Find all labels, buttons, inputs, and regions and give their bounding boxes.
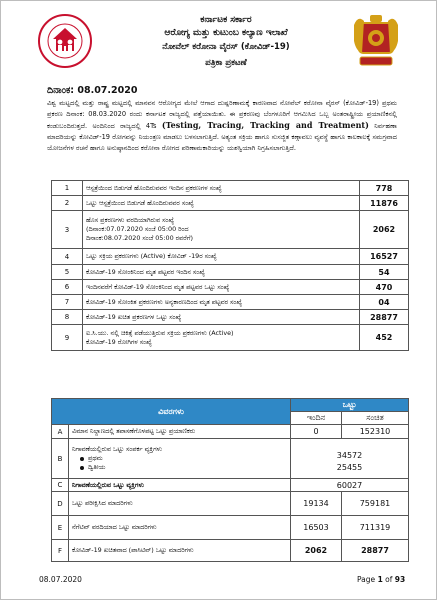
row-label-text: ನಿಗಾವಣೆಯಲ್ಲಿರುವ ಒಟ್ಟು ಸಂಪರ್ಕ ವ್ಯಕ್ತಿಗಳು	[72, 445, 163, 453]
row-value: 470	[360, 280, 409, 295]
row-letter: A	[52, 425, 69, 439]
total-pages: 93	[394, 575, 406, 584]
row-cumulative: 60027	[291, 479, 409, 492]
table-row	[52, 325, 409, 351]
row-letter: D	[52, 492, 69, 516]
row-number: 5	[52, 265, 83, 280]
total-header: ಒಟ್ಟು	[291, 399, 409, 412]
row-letter: F	[52, 540, 69, 562]
paragraph-text: ನಿರ್ವಹಣಾ ಮಾದರಿಯನ್ನು ಕೋವಿಡ್-19 ರೋಗವನ್ನು ನಿಯಂತ್ರಣ ಮಾಡಲು ಬಳಸಲಾಗುತ್ತಿದೆ. ಅತ್ಯಂತ ಸಕ್ರಿಯ ಹಾಗೂ ಸುಸಜ್ಜಿತ ಕಣ್ಗಾವಲು ವ್ಯವಸ್ಥೆ ಹಾಗೂ ಕಾಲಕಾಲಕ್ಕೆ ಸಮಗ್ರವಾದ ಯೋಜನೆಗಳ ರಚನೆ ಹಾಗೂ ಅನುಷ್ಠಾನದಿಂದ ಕರೋನಾ ರೋಗದ ಪರಿಣಾಮಕಾರಿಯನ್ನು ಯಶಸ್ವಿಯಾಗಿ ನಿಗ್ರಹಿಸಲಾಗುತ್ತಿದೆ.	[47, 122, 397, 152]
row-today: 0	[291, 425, 342, 439]
paragraph-4ts: (Testing, Tracing, Tracking and Treatment)	[161, 120, 369, 130]
row-label: ಕೋವಿಡ್-19 ಖಚಿತವಾದ (ಪಾಸಿಟಿವ್) ಒಟ್ಟು ಮಾದರಿಗಳು	[69, 540, 291, 562]
row-label-line: (ದಿನಾಂಕ:07.07.2020 ಸಂಜೆ 05:00 ರಿಂದ	[86, 225, 189, 233]
row-number: 4	[52, 249, 83, 265]
list-item-label: ಪ್ರಥಮ	[88, 454, 103, 462]
row-number: 2	[52, 196, 83, 211]
row-value: 2062	[360, 211, 409, 249]
table-header-row	[52, 399, 409, 412]
row-number: 3	[52, 211, 83, 249]
list-item	[72, 454, 287, 463]
row-label: ನೆಗೆಟಿವ್ ವರದಿಯಾದ ಒಟ್ಟು ಮಾದರಿಗಳು	[69, 516, 291, 540]
daily-summary-table	[51, 180, 409, 351]
row-label: ಆಸ್ಪತ್ರೆಯಿಂದ ಬಿಡುಗಡೆ ಹೊಂದಿರುವವರ ಇಂದಿನ ಪ್ರಕರಣಗಳ ಸಂಖ್ಯೆ	[83, 181, 360, 196]
row-label	[83, 211, 360, 249]
row-label	[69, 439, 291, 479]
row-label-line: ಹೊಸ ಪ್ರಕರಣಗಳು ವರದಿಯಾಗಿರುವ ಸಂಖ್ಯೆ	[86, 216, 175, 224]
row-label: ಒಟ್ಟು ಆಸ್ಪತ್ರೆಯಿಂದ ಬಿಡುಗಡೆ ಹೊಂದಿರುವವರ ಸಂಖ್ಯೆ	[83, 196, 360, 211]
table-row	[52, 280, 409, 295]
current-page: 1	[377, 575, 383, 584]
page-number	[357, 575, 405, 584]
row-label: ವಿಮಾನ ನಿಲ್ದಾಣದಲ್ಲಿ ತಪಾಸಣೆಗೊಳಪಟ್ಟ ಒಟ್ಟು ಪ್ರಯಾಣಿಕರು	[69, 425, 291, 439]
page-word: Page	[357, 575, 376, 584]
row-letter: C	[52, 479, 69, 492]
table-row	[52, 492, 409, 516]
header-government: ಕರ್ನಾಟಕ ಸರ್ಕಾರ	[200, 15, 252, 25]
row-label-line: ದಿನಾಂಕ:08.07.2020 ಸಂಜೆ 05:00 ರವರೆಗೆ)	[86, 234, 193, 242]
row-number: 7	[52, 295, 83, 310]
row-value: 778	[360, 181, 409, 196]
row-cumulative: 711319	[342, 516, 409, 540]
row-value: 54	[360, 265, 409, 280]
list-item	[72, 463, 287, 472]
row-cumulative: 28877	[342, 540, 409, 562]
row-label	[83, 325, 360, 351]
row-value: 28877	[360, 310, 409, 325]
row-cumulative: 759181	[342, 492, 409, 516]
row-today: 19134	[291, 492, 342, 516]
surveillance-table	[51, 398, 409, 562]
row-value: 04	[360, 295, 409, 310]
row-number: 8	[52, 310, 83, 325]
row-value: 16527	[360, 249, 409, 265]
row-label: ಕೋವಿಡ್-19 ಖಚಿತ ಪ್ರಕರಣಗಳ ಒಟ್ಟು ಸಂಖ್ಯೆ	[83, 310, 360, 325]
paragraph-text: ವಿಶ್ವ ಮಟ್ಟದಲ್ಲಿ ಮತ್ತು ರಾಷ್ಟ್ರ ಮಟ್ಟದಲ್ಲಿ ಮಾನವನ ಆರೋಗ್ಯದ ಮೇಲೆ ಆಗಾದ ದುಷ್ಪರಿಣಾಮಕ್ಕೆ ಕಾರಣವಾದ ನೋವೆಲ್ ಕರೋನಾ ವೈರಸ್ (ಕೋವಿಡ್-19) ಪ್ರಥಮ ಪ್ರಕರಣ ದಿನಾಂಕ: 08.03.2020 ರಂದು ಕರ್ನಾಟಕ ರಾಜ್ಯದಲ್ಲಿ ಪತ್ತೆಯಾಯಿತು. ಈ ಪ್ರಕರಣವು ಬೆಂಗಳೂರಿಗೆ ಆಗಮಿಸಿದ ಒಬ್ಬ ಅಂತರಾಷ್ಟ್ರೀಯ ಪ್ರಯಾಣಿಕನಲ್ಲಿ ಕಂಡುಬಂದಿರುತ್ತದೆ. ಅಂದಿನಿಂದ ರಾಜ್ಯದಲ್ಲಿ 4Ts	[47, 99, 397, 130]
bullet-icon	[80, 457, 84, 461]
row-letter: B	[52, 439, 69, 479]
footer-date: 08.07.2020	[39, 575, 82, 584]
row-label: ಕೋವಿಡ್-19 ಸೋಂಕಿತ ಪ್ರಕರಣಗಳು ಅನ್ಯಕಾರಣದಿಂದ ಮೃತ ಪಟ್ಟವರ ಸಂಖ್ಯೆ	[83, 295, 360, 310]
row-label: ಕೋವಿಡ್-19 ಸೋಂಕಿನಿಂದ ಮೃತ ಪಟ್ಟವರ ಇಂದಿನ ಸಂಖ್ಯೆ	[83, 265, 360, 280]
row-number: 9	[52, 325, 83, 351]
page-of: of	[385, 575, 393, 584]
row-number: 1	[52, 181, 83, 196]
table-row	[52, 211, 409, 249]
row-label: ನಿಗಾವಣೆಯಲ್ಲಿರುವ ಒಟ್ಟು ವ್ಯಕ್ತಿಗಳು	[69, 479, 291, 492]
table-row	[52, 249, 409, 265]
contacts-primary-value: 34572	[336, 451, 363, 460]
row-letter: E	[52, 516, 69, 540]
table-row	[52, 310, 409, 325]
table-row	[52, 439, 409, 479]
table-row	[52, 479, 409, 492]
table-row	[52, 425, 409, 439]
intro-paragraph	[47, 98, 397, 154]
table-row	[52, 181, 409, 196]
release-date: ದಿನಾಂಕ: 08.07.2020	[47, 85, 138, 96]
row-value: 11876	[360, 196, 409, 211]
table-row	[52, 540, 409, 562]
header-department: ಆರೋಗ್ಯ ಮತ್ತು ಕುಟುಂಬ ಕಲ್ಯಾಣ ಇಲಾಖೆ	[164, 28, 288, 38]
row-today: 16503	[291, 516, 342, 540]
table-row	[52, 516, 409, 540]
table-row	[52, 196, 409, 211]
row-cumulative	[291, 439, 409, 479]
list-item-label: ದ್ವಿತೀಯ	[88, 463, 106, 471]
contacts-secondary-value: 25455	[336, 463, 363, 472]
row-label-line: ಕೋವಿಡ್-19 ರೋಗಿಗಳ ಸಂಖ್ಯೆ	[86, 337, 152, 346]
header-press-release: ಪತ್ರಿಕಾ ಪ್ರಕಟಣೆ	[205, 58, 247, 68]
national-health-mission-logo	[37, 13, 93, 69]
row-value: 452	[360, 325, 409, 351]
row-label: ಇಂದಿನವರೆಗೆ ಕೋವಿಡ್-19 ಸೋಂಕಿನಿಂದ ಮೃತ ಪಟ್ಟವರ ಒಟ್ಟು ಸಂಖ್ಯೆ	[83, 280, 360, 295]
row-label: ಒಟ್ಟು ಪರೀಕ್ಷಿಸಿದ ಮಾದರಿಗಳು	[69, 492, 291, 516]
bullet-icon	[80, 466, 84, 470]
table-row	[52, 295, 409, 310]
today-header: ಇಂದಿನ	[291, 412, 342, 425]
details-header: ವಿವರಗಳು	[52, 399, 291, 425]
row-label-line: ಐ.ಸಿ.ಯು. ನಲ್ಲಿ ಚಿಕಿತ್ಸೆ ಪಡೆಯುತ್ತಿರುವ ಸಕ್ರಿಯ ಪ್ರಕರಣಗಳು (Active)	[86, 328, 234, 337]
row-number: 6	[52, 280, 83, 295]
row-today: 2062	[291, 540, 342, 562]
karnataka-emblem	[350, 13, 402, 71]
table-row	[52, 265, 409, 280]
row-cumulative: 152310	[342, 425, 409, 439]
header-covid-title: ನೋವೆಲ್ ಕರೋನಾ ವೈರಸ್ (ಕೋವಿಡ್-19)	[162, 42, 290, 52]
cumulative-header: ಸಂಚಿತ	[342, 412, 409, 425]
row-label: ಒಟ್ಟು ಸಕ್ರಿಯ ಪ್ರಕರಣಗಳು (Active) ಕೋವಿಡ್ -19ರ ಸಂಖ್ಯೆ	[83, 249, 360, 265]
